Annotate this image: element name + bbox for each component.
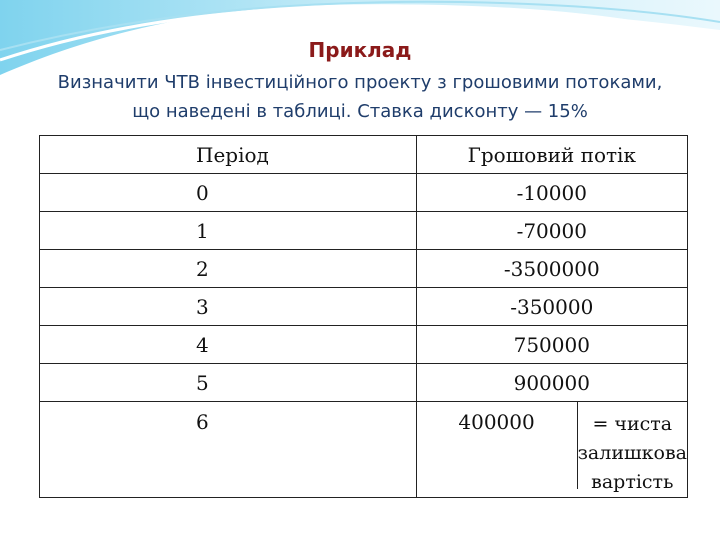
table-header-row bbox=[40, 136, 688, 174]
period-cell: 4 bbox=[40, 326, 417, 364]
header-period: Період bbox=[40, 136, 417, 174]
period-cell: 0 bbox=[40, 174, 417, 212]
table-row bbox=[40, 326, 688, 364]
table-row bbox=[40, 250, 688, 288]
note-line-1: = чиста bbox=[592, 413, 673, 435]
table-row bbox=[40, 364, 688, 402]
table-row bbox=[40, 212, 688, 250]
period-cell: 5 bbox=[40, 364, 417, 402]
cash-flow-cell: -10000 bbox=[416, 174, 687, 212]
note-line-2: залишкова bbox=[577, 442, 687, 464]
subtitle-line-1: Визначити ЧТВ інвестиційного проекту з грошовими потоками, bbox=[57, 72, 663, 93]
cash-flow-table bbox=[39, 135, 688, 498]
slide-subtitle bbox=[20, 68, 700, 126]
residual-value-note bbox=[577, 402, 687, 493]
period-cell: 6 bbox=[40, 402, 417, 498]
slide-title: Приклад bbox=[308, 38, 412, 62]
subtitle-line-2: що наведені в таблиці. Ставка дисконту — 15% bbox=[132, 101, 588, 122]
cash-flow-cell: -70000 bbox=[416, 212, 687, 250]
table-row-last bbox=[40, 402, 688, 498]
table-row bbox=[40, 288, 688, 326]
period-cell: 1 bbox=[40, 212, 417, 250]
cash-flow-cell: 750000 bbox=[416, 326, 687, 364]
note-line-3: вартість bbox=[591, 471, 674, 493]
period-cell: 3 bbox=[40, 288, 417, 326]
cash-flow-cell-split bbox=[416, 402, 687, 498]
cash-flow-cell: -3500000 bbox=[416, 250, 687, 288]
table-row bbox=[40, 174, 688, 212]
cash-flow-value: 400000 bbox=[417, 402, 578, 489]
header-cash-flow: Грошовий потік bbox=[416, 136, 687, 174]
cash-flow-cell: -350000 bbox=[416, 288, 687, 326]
period-cell: 2 bbox=[40, 250, 417, 288]
cash-flow-cell: 900000 bbox=[416, 364, 687, 402]
